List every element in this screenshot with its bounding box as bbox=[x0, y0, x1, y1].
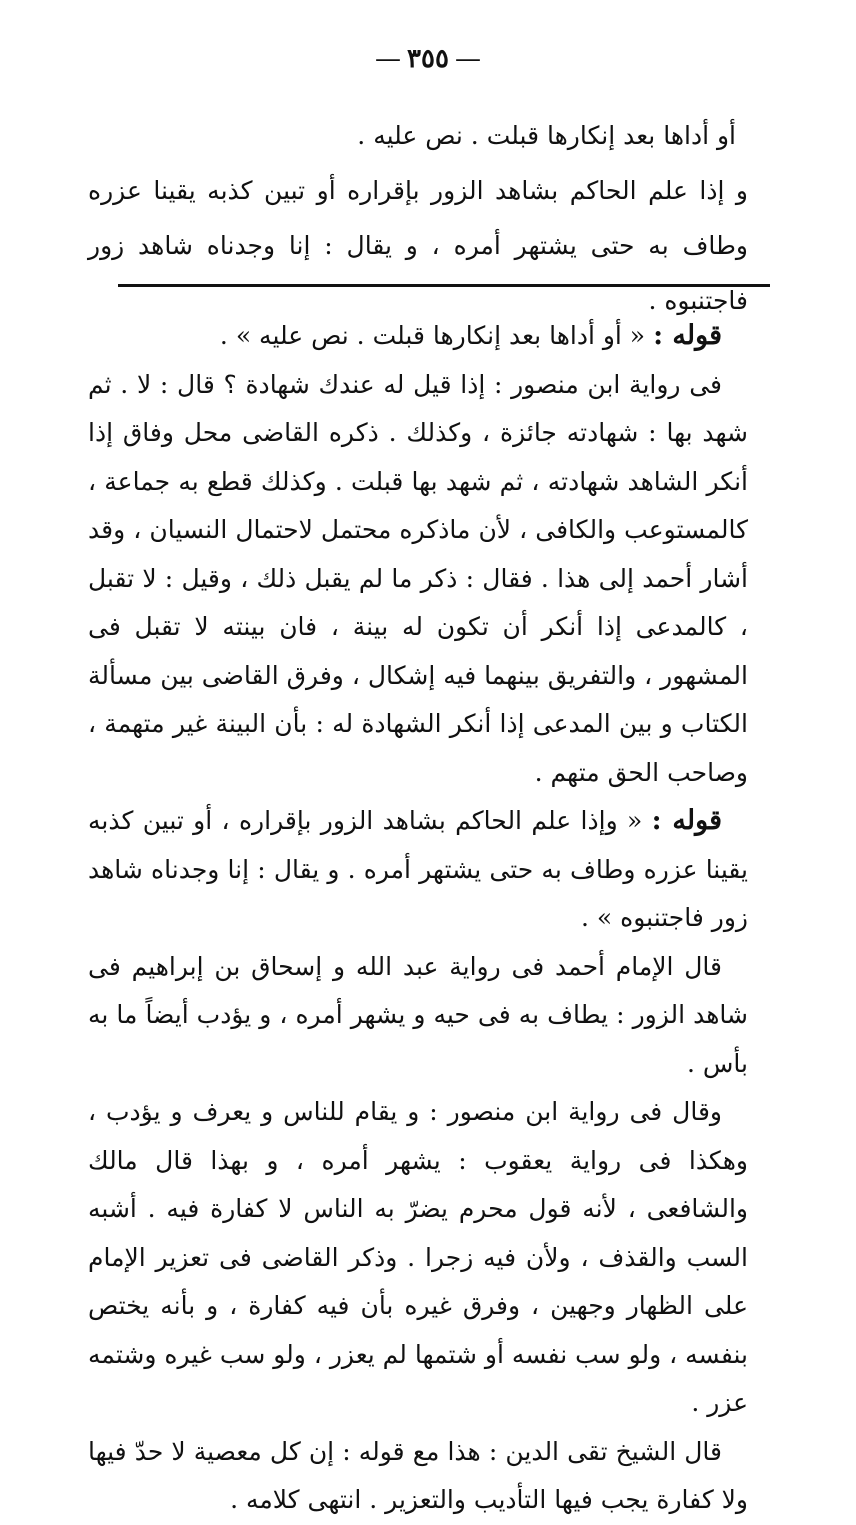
main-text bbox=[88, 108, 748, 328]
text-separator-rule bbox=[118, 284, 770, 287]
page-number-value: ٣٥٥ bbox=[407, 44, 449, 74]
commentary-paragraph: فى رواية ابن منصور : إذا قيل له عندك شهادة ؟ قال : لا . ثم شهد بها : شهادته جائزة ، وكذلك . ذكره القاضى محل وفاق إذا أنكر الشاهد شهادته ، ثم شهد بها قبلت . وكذلك قطع به جماعة ، كالمستوعب والكافى ، لأن ماذكره محتمل لاحتمال النسيان ، وقد أشار أحمد إلى هذا . فقال : ذكر ما لم يقبل ذلك ، وقيل : لا تقبل ، كالمدعى إذا أنكر أن تكون له بينة ، فان بينته لا تقبل فى المشهور ، والتفريق بينهما فيه إشكال ، وفرق القاضى بين مسألة الكتاب و بين المدعى إذا أنكر الشهادة له : بأن البينة غير متهمة ، وصاحب الحق متهم . bbox=[88, 369, 748, 787]
commentary-paragraph: قال الإمام أحمد فى رواية عبد الله و إسحاق بن إبراهيم فى شاهد الزور : يطاف به فى حيه و يشهر أمره ، و يؤدب أيضاً ما به بأس . bbox=[88, 951, 748, 1078]
main-text-paragraph: أو أداها بعد إنكارها قبلت . نص عليه . bbox=[357, 121, 736, 150]
page-number bbox=[0, 44, 856, 74]
commentary-paragraph: وقال فى رواية ابن منصور : و يقام للناس و يعرف و يؤدب ، وهكذا فى رواية يعقوب : يشهر أمره ، و بهذا قال مالك والشافعى ، لأنه قول محرم يضرّ به الناس لا كفارة فيه . أشبه السب والقذف ، ولأن فيه زجرا . وذكر القاضى فى تعزير الإمام على الظهار وجهين ، وفرق غيره بأن فيه كفارة ، و بأنه يختص بنفسه ، ولو سب نفسه أو شتمها لم يعزر ، ولو سب غيره وشتمه عزر . bbox=[88, 1097, 748, 1417]
page-number-dash-left: — bbox=[375, 44, 402, 74]
page-number-dash-right: — bbox=[454, 44, 481, 74]
commentary-quote bbox=[88, 797, 748, 943]
commentary-quote-text: « أو أداها بعد إنكارها قبلت . نص عليه » . bbox=[219, 321, 646, 350]
main-text-paragraph: و إذا علم الحاكم بشاهد الزور بإقراره أو تبين كذبه يقينا عزره وطاف به حتى يشتهر أمره ، و يقال : إنا وجدناه شاهد زور فاجتنبوه . bbox=[88, 176, 748, 315]
commentary-quote-lead: قوله : bbox=[653, 320, 722, 351]
commentary-paragraph: قال الشيخ تقى الدين : هذا مع قوله : إن كل معصية لا حدّ فيها ولا كفارة يجب فيها التأديب والتعزير . انتهى كلامه . bbox=[88, 1436, 748, 1514]
commentary-quote-lead: قوله : bbox=[651, 805, 722, 836]
commentary-quote-text: « وإذا علم الحاكم بشاهد الزور بإقراره ، أو تبين كذبه يقينا عزره وطاف به حتى يشتهر أمره . و يقال : إنا وجدناه شاهد زور فاجتنبوه » . bbox=[88, 806, 748, 932]
commentary-text bbox=[88, 312, 748, 1525]
commentary-quote bbox=[88, 312, 748, 361]
